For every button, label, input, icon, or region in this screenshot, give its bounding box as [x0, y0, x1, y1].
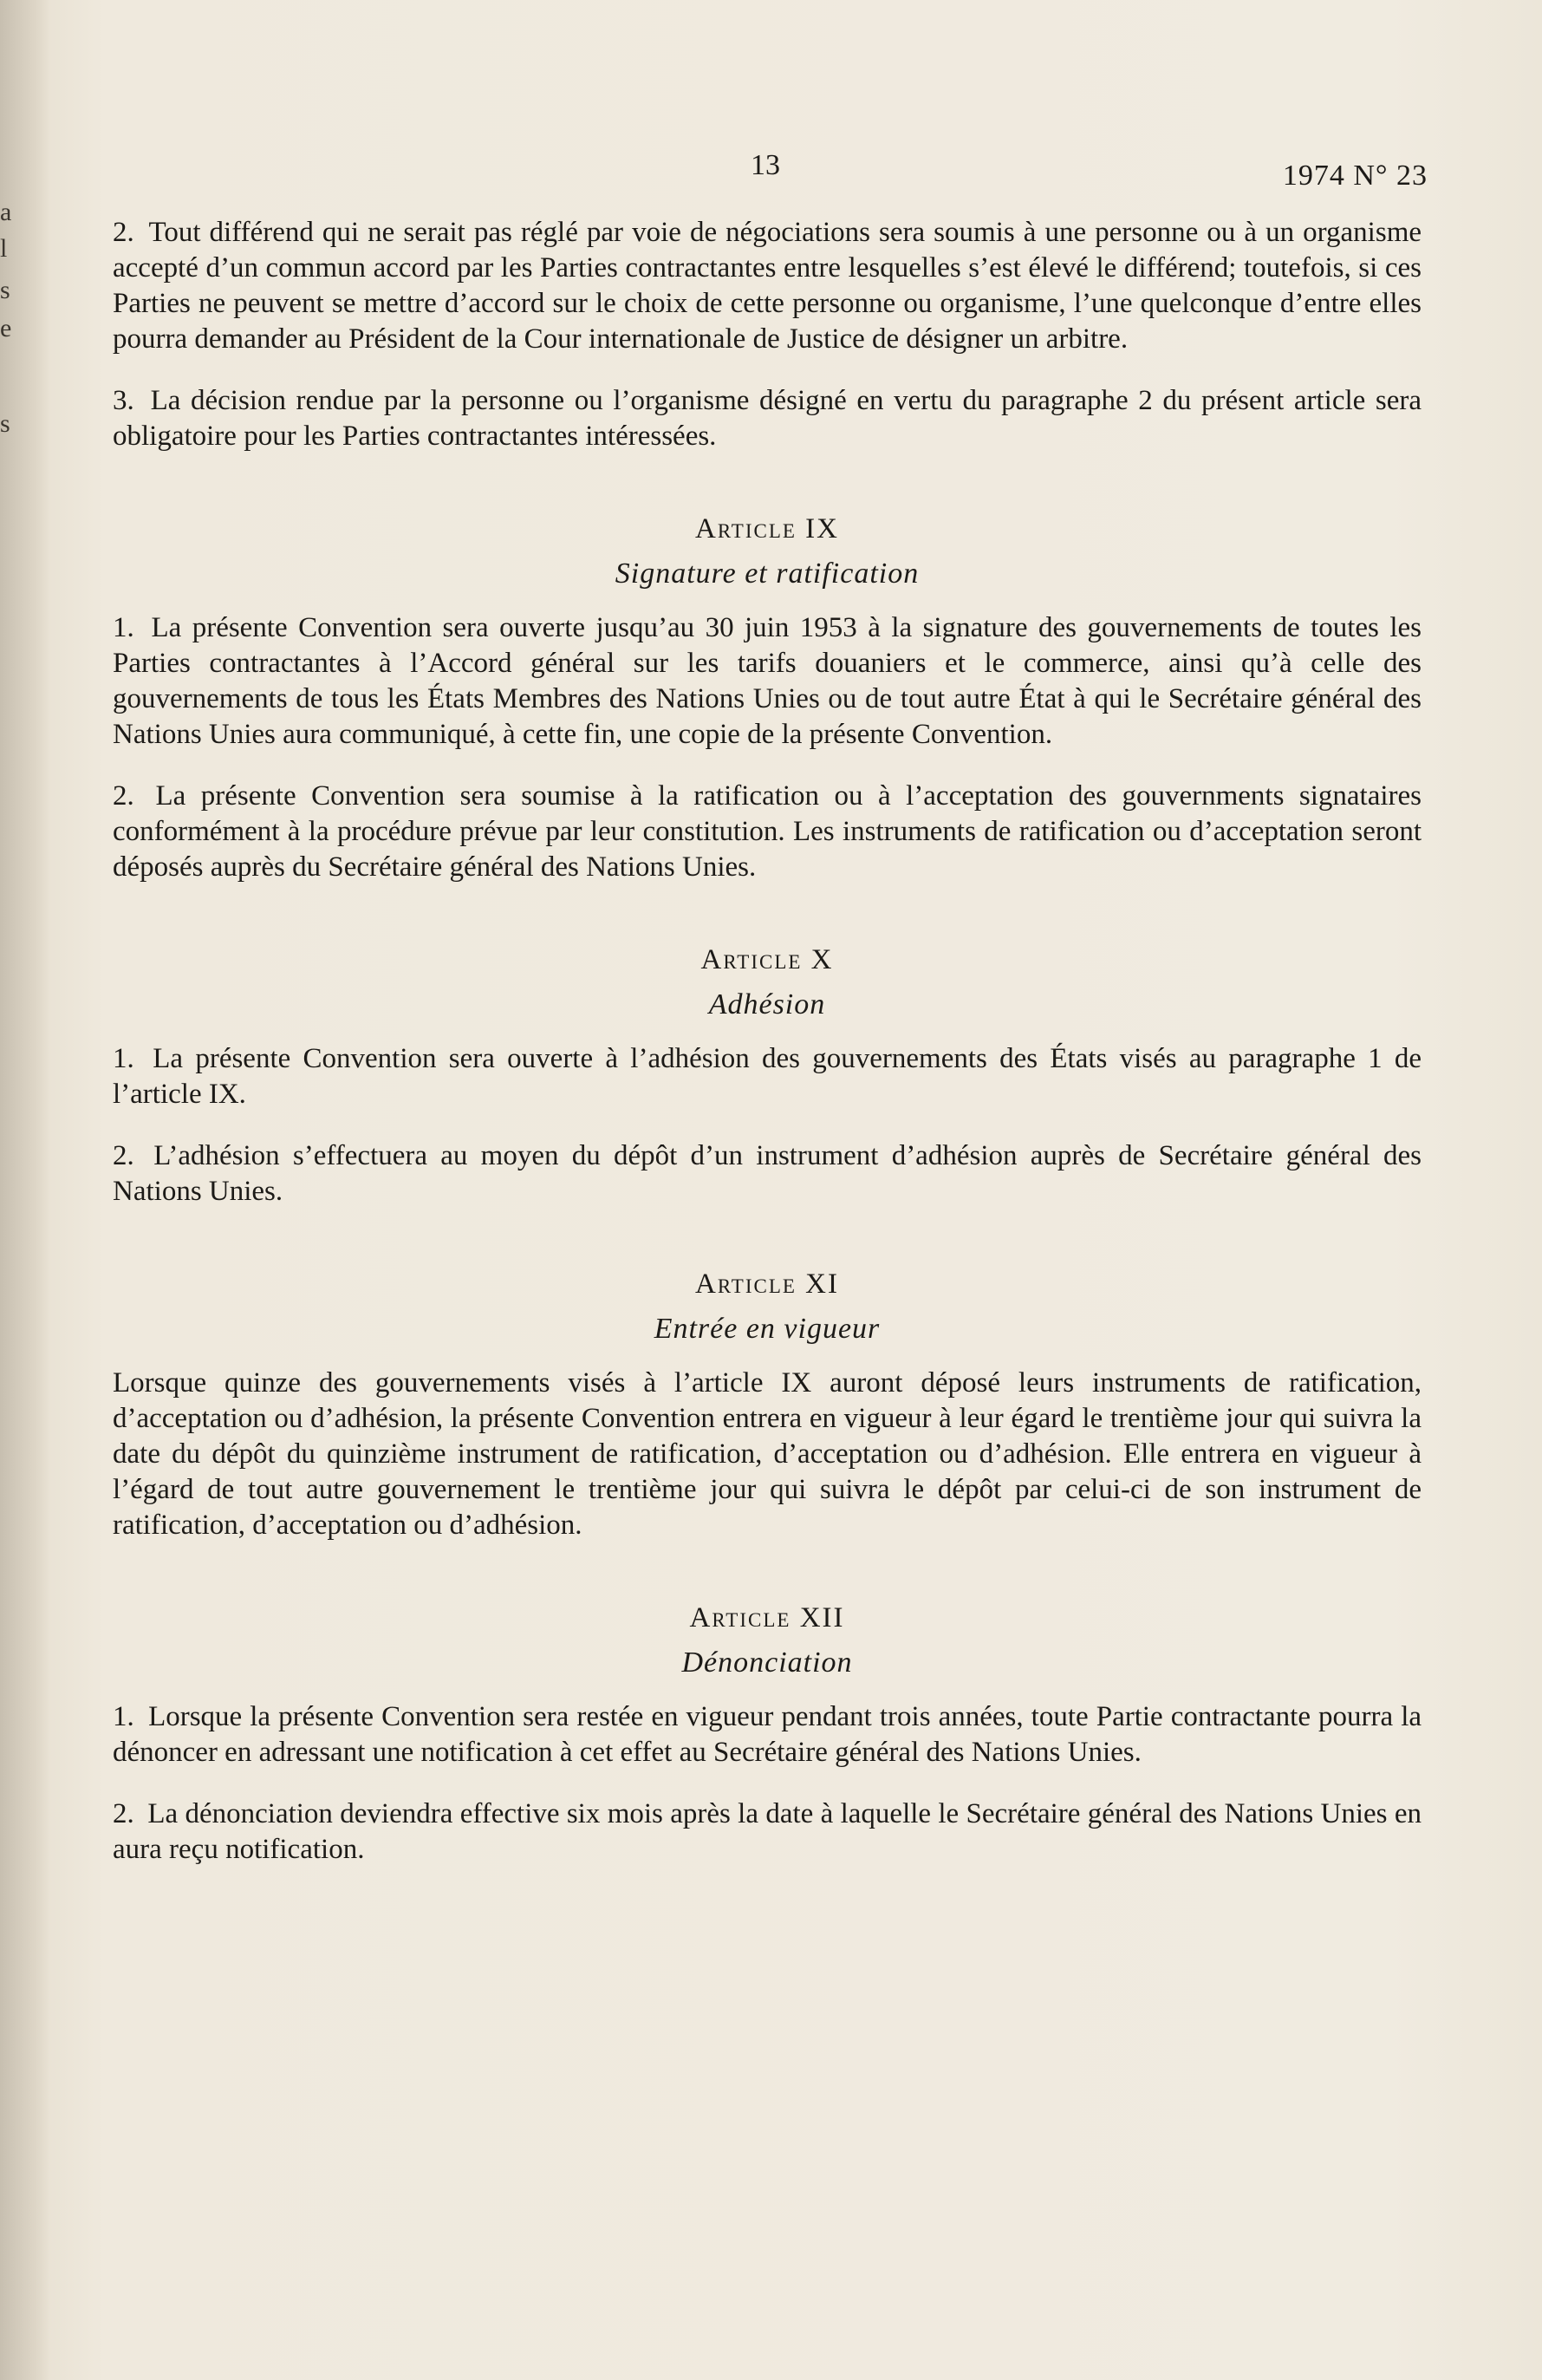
- paragraph-number: 1.: [113, 612, 134, 643]
- edge-fragment: a: [0, 198, 12, 226]
- article-xi-heading: Article XI: [694, 1268, 839, 1300]
- paragraph-text: La présente Convention sera ouverte jusqu’au 30 juin 1953 à la signature des gouvernements de toutes les Parties contractantes à l’Accord général sur les tarifs douaniers et le commerce, ainsi qu’à celle des gouvernements de tous les États Membres des Nations Unies ou de tout autre État à qui le Secrétaire général des Nations Unies aura communiqué, à cette fin, une copie de la présente Convention.: [113, 612, 1422, 750]
- article8-paragraph-3: [113, 383, 1422, 454]
- paragraph-text: La décision rendue par la personne ou l’organisme désigné en vertu du paragraphe 2 du présent article sera obligatoire pour les Parties contractantes intéressées.: [113, 385, 1422, 452]
- binding-edge: [0, 0, 50, 2380]
- edge-fragment: s: [0, 276, 10, 304]
- paragraph-number: 1.: [113, 1701, 134, 1732]
- page-number: 13: [751, 149, 780, 181]
- article-x-heading: Article X: [700, 944, 834, 975]
- article11-paragraph: [113, 1366, 1422, 1543]
- paragraph-text: La dénonciation deviendra effective six mois après la date à laquelle le Secrétaire général des Nations Unies en aura reçu notification.: [113, 1798, 1422, 1865]
- article-x-subtitle: Adhésion: [708, 988, 826, 1020]
- article9-paragraph-1: [113, 610, 1422, 753]
- article12-paragraph-1: [113, 1699, 1422, 1770]
- article-ix-heading: Article IX: [694, 513, 839, 544]
- document-body: [113, 215, 1422, 1894]
- paragraph-text: Tout différend qui ne serait pas réglé par voie de négociations sera soumis à une personne ou à un organisme accepté d’un commun accord par les Parties contractantes entre lesquelles s’est élevé le différend; toutefois, si ces Parties ne peuvent se mettre d’accord sur le choix de cette personne ou organisme, l’une quelconque d’entre elles pourra demander au Président de la Cour internationale de Justice de désigner un arbitre.: [113, 217, 1422, 355]
- edge-fragment: l: [0, 234, 8, 263]
- article12-paragraph-2: [113, 1796, 1422, 1868]
- article10-paragraph-2: [113, 1138, 1422, 1210]
- paragraph-text: La présente Convention sera ouverte à l’adhésion des gouvernements des États visés au paragraphe 1 de l’article IX.: [113, 1043, 1422, 1110]
- paragraph-text: L’adhésion s’effectuera au moyen du dépôt d’un instrument d’adhésion auprès de Secrétaire général des Nations Unies.: [113, 1140, 1422, 1207]
- treaty-year-number: 1974 N° 23: [1282, 160, 1428, 192]
- edge-fragment: e: [0, 314, 12, 342]
- article-ix-subtitle: Signature et ratification: [615, 558, 920, 590]
- article-xi-subtitle: Entrée en vigueur: [654, 1313, 881, 1345]
- article-xii-subtitle: Dénonciation: [681, 1646, 853, 1679]
- paragraph-number: 2.: [113, 1798, 134, 1829]
- article-xii-heading: Article XII: [689, 1602, 845, 1633]
- paragraph-text: La présente Convention sera soumise à la ratification ou à l’acceptation des gouvernments signataires conformément à la procédure prévue par leur constitution. Les instruments de ratification ou d’acceptation seront déposés auprès du Secrétaire général des Nations Unies.: [113, 780, 1422, 883]
- edge-fragment: s: [0, 409, 10, 438]
- paragraph-text: Lorsque la présente Convention sera restée en vigueur pendant trois années, toute Partie contractante pourra la dénoncer en adressant une notification à cet effet au Secrétaire général des Nations Unies.: [113, 1701, 1422, 1768]
- article9-paragraph-2: [113, 779, 1422, 885]
- paragraph-number: 1.: [113, 1043, 134, 1074]
- paragraph-text: Lorsque quinze des gouvernements visés à l’article IX auront déposé leurs instruments de ratification, d’acceptation ou d’adhésion, la présente Convention entrera en vigueur à leur égard le trentième jour qui suivra la date du dépôt du quinzième instrument de ratification, d’acceptation ou d’adhésion. Elle entrera en vigueur à l’égard de tout autre gouvernement le trentième jour qui suivra le dépôt par celui-ci de son instrument de ratification, d’acceptation ou d’adhésion.: [113, 1367, 1422, 1541]
- article10-paragraph-1: [113, 1041, 1422, 1112]
- paragraph-number: 2.: [113, 780, 134, 812]
- paragraph-number: 2.: [113, 1140, 134, 1171]
- paragraph-number: 3.: [113, 385, 134, 416]
- paragraph-number: 2.: [113, 217, 134, 248]
- article8-paragraph-2: [113, 215, 1422, 357]
- page-header: [0, 149, 1542, 192]
